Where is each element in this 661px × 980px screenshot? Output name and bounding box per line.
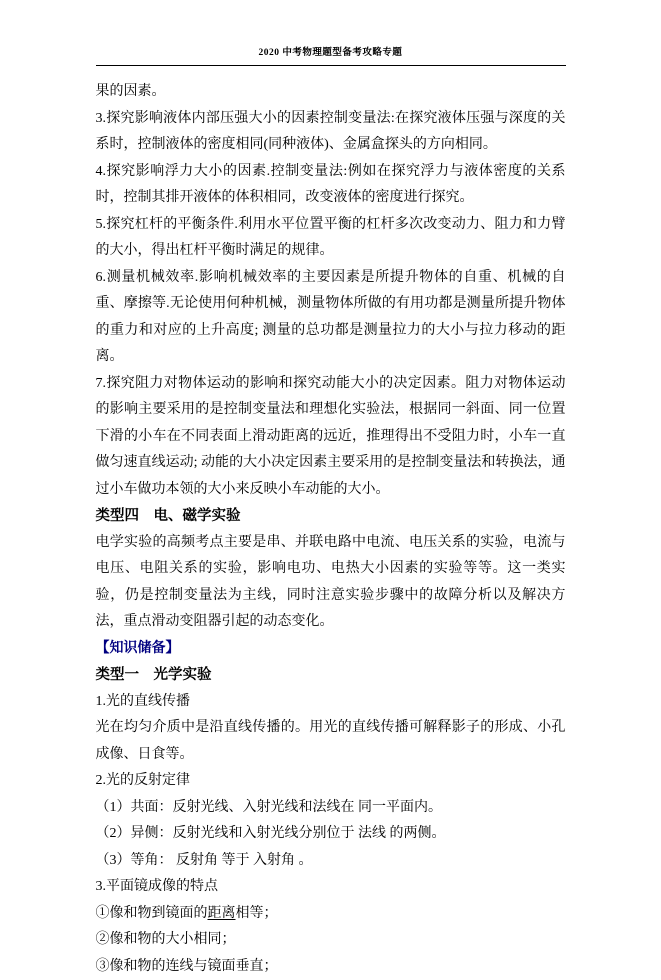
section-four-body: 电学实验的高频考点主要是串、并联电路中电流、电压关系的实验，电流与电压、电阻关系的实验，影响电功、电热大小因素的实验等等。这一类实验，仍是控制变量法为主线，同时注意实验步骤中的故障分析以及解决方法，重点滑动变阻器引起的动态变化。 [96, 530, 566, 636]
optics-item3-title: 3.平面镜成像的特点 [96, 874, 566, 901]
mirror-image-point-2: ②像和物的大小相同； [96, 927, 566, 954]
page-header-title: 2020 中考物理题型备考攻略专题 [259, 48, 403, 58]
section-one-heading: 类型一 光学实验 [96, 662, 566, 689]
reflection-law-point-opposite-sides: （2）异侧：反射光线和入射光线分别位于 法线 的两侧。 [96, 821, 566, 848]
page-header [96, 44, 566, 66]
reflection-law-point-coplanar: （1）共面：反射光线、入射光线和法线在 同一平面内。 [96, 795, 566, 822]
paragraph-lever-balance: 5.探究杠杆的平衡条件.利用水平位置平衡的杠杆多次改变动力、阻力和力臂的大小，得出杠杆平衡时满足的规律。 [96, 212, 566, 265]
paragraph-mechanical-efficiency: 6.测量机械效率.影响机械效率的主要因素是所提升物体的自重、机械的自重、摩擦等.无论使用何种机械，测量物体所做的有用功都是测量所提升物体的重力和对应的上升高度; 测量的总功都是测量拉力的大小与拉力移动的距离。 [96, 265, 566, 371]
paragraph-liquid-pressure: 3.探究影响液体内部压强大小的因素控制变量法:在探究液体压强与深度的关系时，控制液体的密度相同(同种液体)、金属盒探头的方向相同。 [96, 106, 566, 159]
knowledge-reserve-label: 【知识储备】 [96, 636, 566, 663]
mirror-image-point-1-suffix: 相等； [236, 906, 278, 921]
optics-item1-body: 光在均匀介质中是沿直线传播的。用光的直线传播可解释影子的形成、小孔成像、日食等。 [96, 715, 566, 768]
optics-item1-title: 1.光的直线传播 [96, 689, 566, 716]
mirror-image-point-3: ③像和物的连线与镜面垂直； [96, 954, 566, 980]
mirror-image-point-1-underlined-answer: 距离 [208, 906, 236, 921]
paragraph-buoyancy: 4.探究影响浮力大小的因素.控制变量法:例如在探究浮力与液体密度的关系时，控制其排开液体的体积相同，改变液体的密度进行探究。 [96, 159, 566, 212]
optics-item2-title: 2.光的反射定律 [96, 768, 566, 795]
mirror-image-point-1 [96, 901, 566, 928]
document-page [0, 44, 661, 979]
reflection-law-point-equal-angles: （3）等角： 反射角 等于 入射角 。 [96, 848, 566, 875]
section-four-heading: 类型四 电、磁学实验 [96, 503, 566, 530]
mirror-image-point-1-prefix: ①像和物到镜面的 [96, 906, 208, 921]
document-content [96, 79, 566, 980]
paragraph-resistance-kinetic-energy: 7.探究阻力对物体运动的影响和探究动能大小的决定因素。阻力对物体运动的影响主要采用的是控制变量法和理想化实验法，根据同一斜面、同一位置下滑的小车在不同表面上滑动距离的远近，推理得出不受阻力时，小车一直做匀速直线运动; 动能的大小决定因素主要采用的是控制变量法和转换法，通过小车做功本领的大小来反映小车动能的大小。 [96, 371, 566, 504]
paragraph-intro-fragment: 果的因素。 [96, 79, 566, 106]
